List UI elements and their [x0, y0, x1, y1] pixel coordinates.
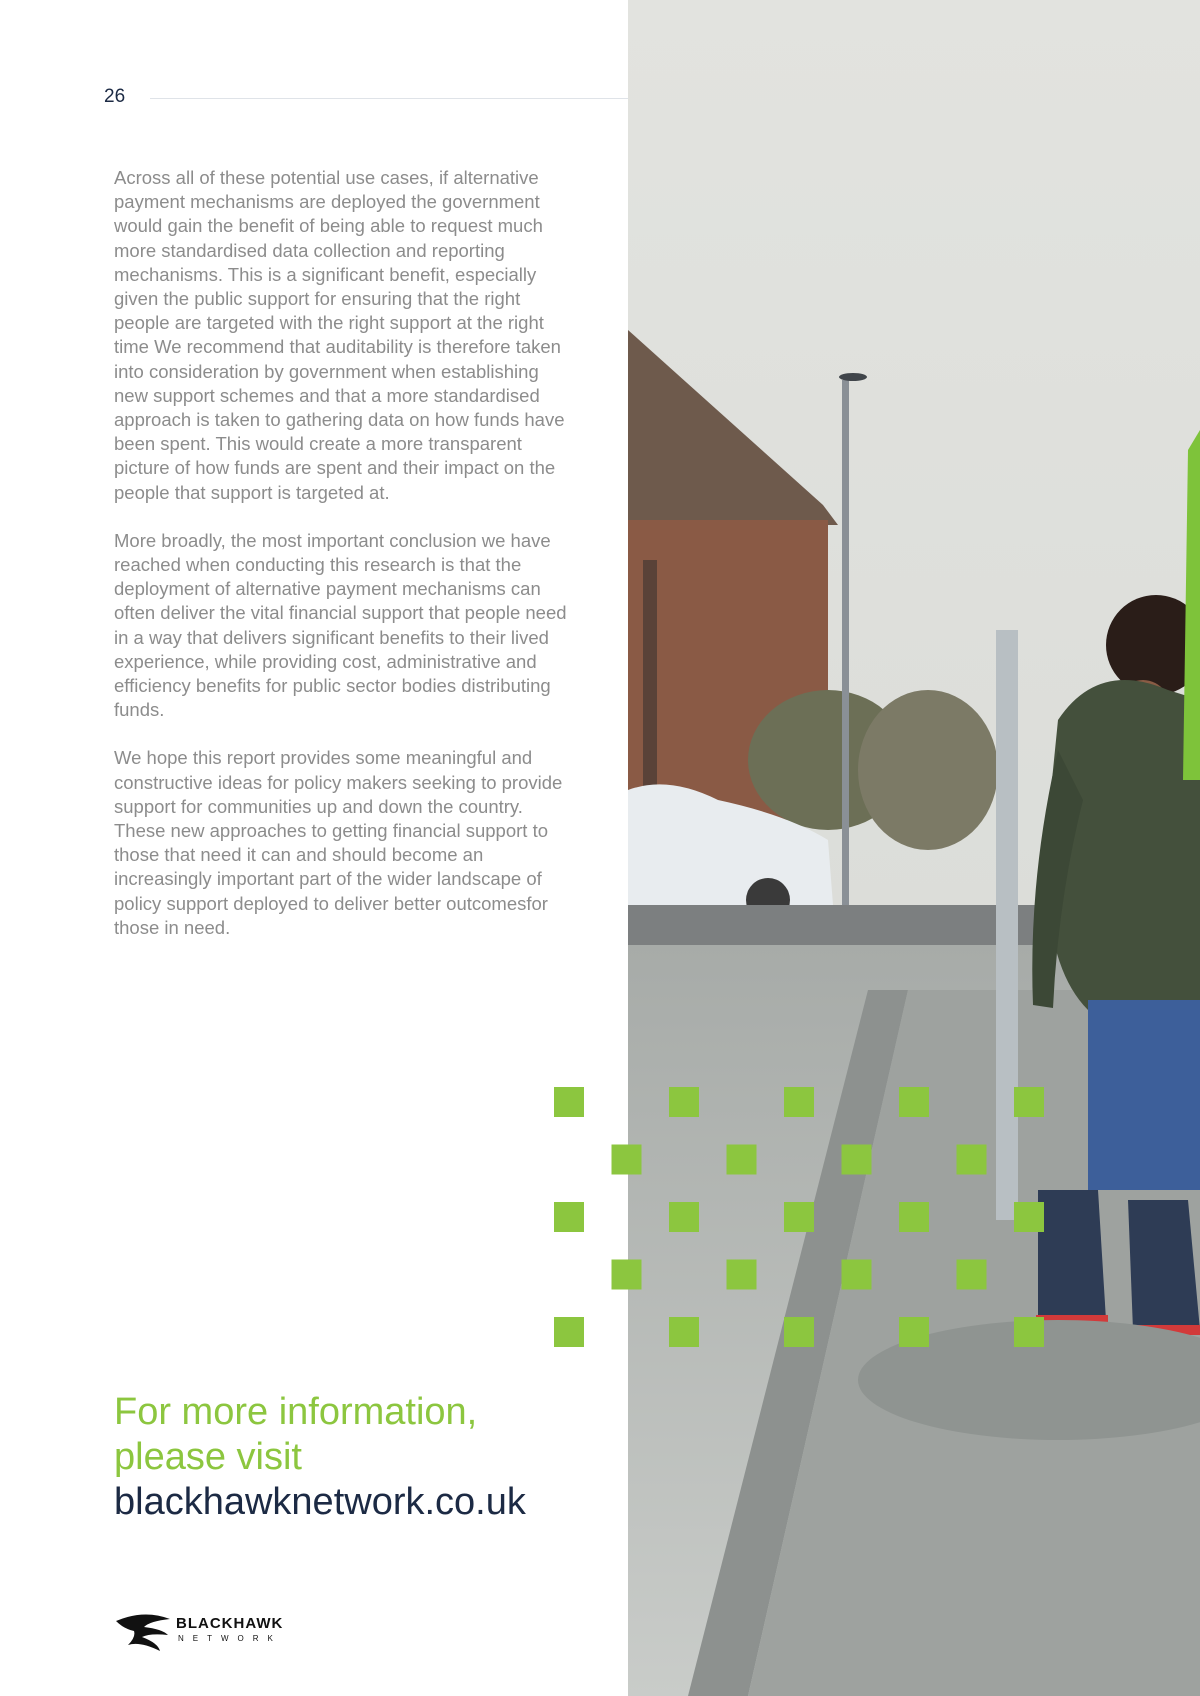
lamp-post: [842, 380, 849, 920]
green-dot: [554, 1202, 584, 1232]
paragraph-1: Across all of these potential use cases, if alternative payment mechanisms are deployed the government would gain the benefit of being able to request much more standardised data collection and reporting mechanisms. This is a significant benefit, especially given the public support for ensuring that the right people are targeted with the right support at the right time We recommend that auditability is therefore taken into consideration by government when establishing new support schemes and that a more standardised approach is taken to gathering data on how funds have been spent. This would create a more transparent picture of how funds are spent and their impact on the people that support is targeted at.: [114, 167, 565, 503]
website-link[interactable]: blackhawknetwork.co.uk: [114, 1481, 526, 1523]
green-dot: [554, 1317, 584, 1347]
paragraph-2: More broadly, the most important conclusion we have reached when conducting this research is that the deployment of alternative payment mechanisms can often deliver the vital financial support that people need in a way that delivers significant benefits to their lived experience, while providing cost, administrative and efficiency benefits for public sector bodies distributing funds.: [114, 529, 567, 721]
cta-line-1: For more information,: [114, 1391, 478, 1433]
paragraph-3: We hope this report provides some meaningful and constructive ideas for policy makers seeking to provide support for communities up and down the country. These new approaches to getting financial support to those that need it can and should become an increasingly important part of the wider landscape of policy support deployed to deliver better outcomesfor those in need.: [114, 747, 563, 938]
blackhawk-bird-icon: [114, 1605, 174, 1653]
header-rule: [150, 98, 628, 99]
green-dot: [554, 1087, 584, 1117]
contact-callout: [114, 1390, 634, 1525]
logo-name: BLACKHAWK: [176, 1615, 284, 1632]
page-number: 26: [104, 86, 126, 107]
body-copy: [114, 166, 574, 964]
logo-subtitle: NETWORK: [178, 1634, 282, 1643]
cta-line-2: please visit: [114, 1436, 302, 1478]
street-photo: [628, 0, 1200, 1696]
blackhawk-logo: [114, 1605, 314, 1653]
